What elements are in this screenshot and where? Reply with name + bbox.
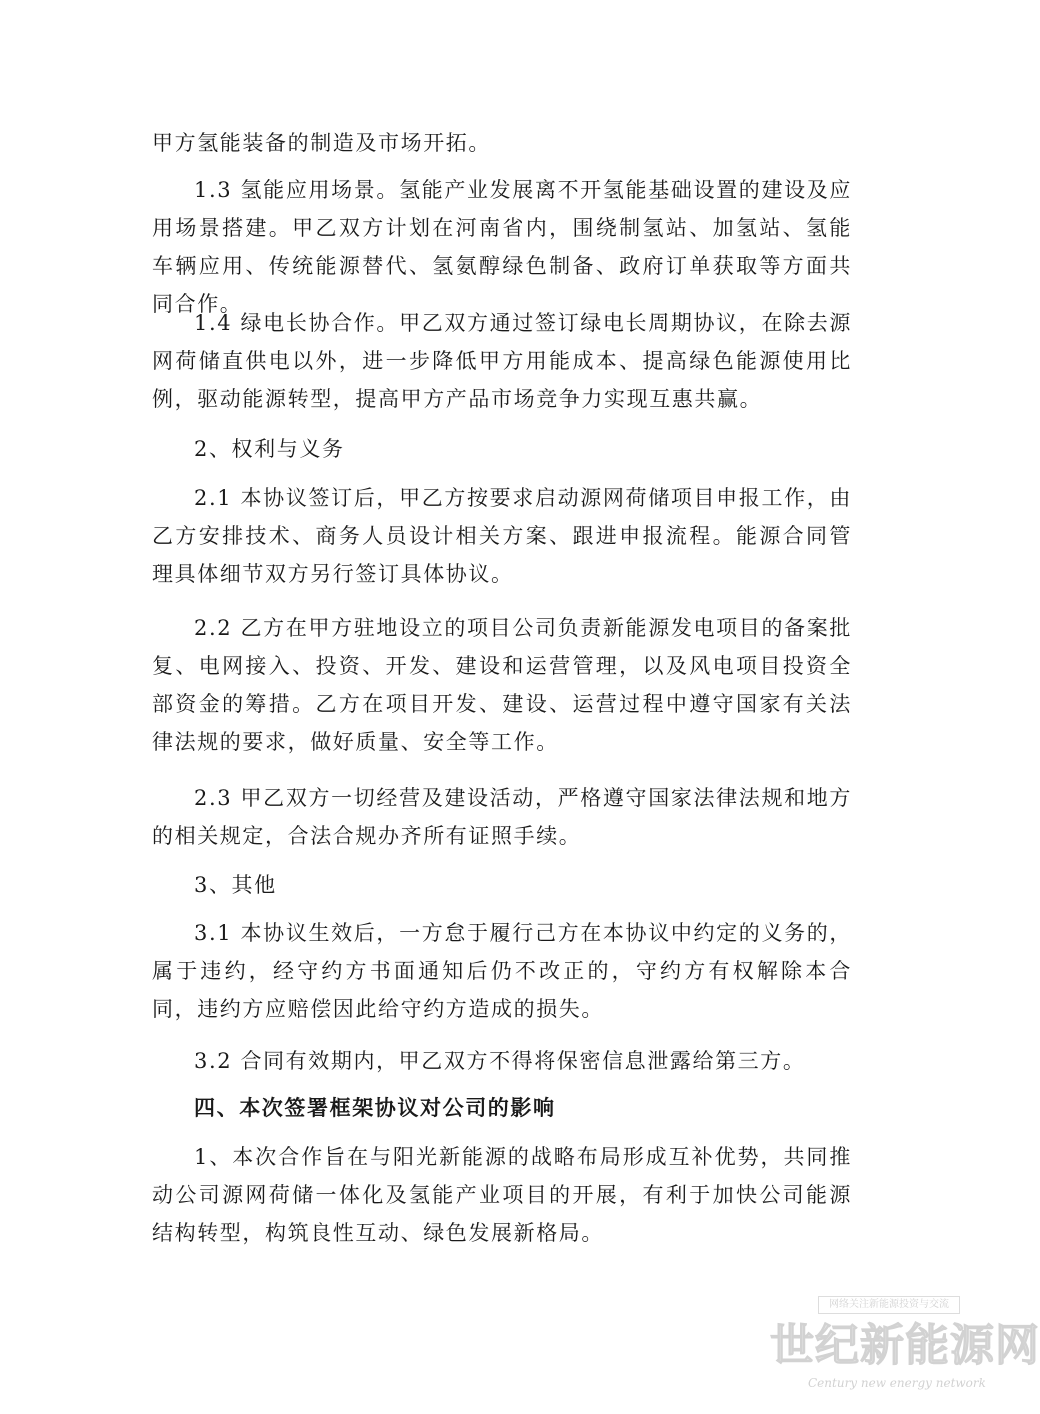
paragraph-continuation: 甲方氢能装备的制造及市场开拓。: [152, 131, 491, 155]
paragraph-2-3: 2.3 甲乙双方一切经营及建设活动，严格遵守国家法律法规和地方的相关规定，合法合规办齐所有证照手续。: [152, 786, 852, 848]
paragraph-3-2: 3.2 合同有效期内，甲乙双方不得将保密信息泄露给第三方。: [194, 1049, 806, 1073]
paragraph-1-4-green-power: 1.4 绿电长协合作。甲乙双方通过签订绿电长周期协议，在除去源网荷储直供电以外，进一步降低甲方用能成本、提高绿色能源使用比例，驱动能源转型，提高甲方产品市场竞争力实现互惠共赢。: [152, 311, 852, 411]
watermark-tagline: 网络关注新能源投资与交流: [818, 1296, 960, 1314]
section-heading-rights-obligations: 2、权利与义务: [194, 437, 345, 461]
paragraph-2-2: 2.2 乙方在甲方驻地设立的项目公司负责新能源发电项目的备案批复、电网接入、投资、开发、建设和运营管理，以及风电项目投资全部资金的筹措。乙方在项目开发、建设、运营过程中遵守国家有关法律法规的要求，做好质量、安全等工作。: [152, 616, 852, 754]
watermark-title: 世纪新能源网: [770, 1320, 1040, 1371]
paragraph-1-3-hydrogen-application: 1.3 氢能应用场景。氢能产业发展离不开氢能基础设置的建设及应用场景搭建。甲乙双方计划在河南省内，围绕制氢站、加氢站、氢能车辆应用、传统能源替代、氢氨醇绿色制备、政府订单获取等方面共同合作。: [152, 178, 852, 316]
watermark-logo: [770, 1296, 1040, 1406]
section-heading-impact: 四、本次签署框架协议对公司的影响: [194, 1095, 556, 1120]
paragraph-2-1: 2.1 本协议签订后，甲乙方按要求启动源网荷储项目申报工作，由乙方安排技术、商务人员设计相关方案、跟进申报流程。能源合同管理具体细节双方另行签订具体协议。: [152, 486, 852, 586]
watermark-subtitle: Century new energy network: [808, 1376, 986, 1390]
section-heading-other: 3、其他: [194, 873, 277, 897]
paragraph-impact-1: 1、本次合作旨在与阳光新能源的战略布局形成互补优势，共同推动公司源网荷储一体化及氢能产业项目的开展，有利于加快公司能源结构转型，构筑良性互动、绿色发展新格局。: [152, 1145, 852, 1245]
paragraph-3-1: 3.1 本协议生效后，一方怠于履行己方在本协议中约定的义务的，属于违约，经守约方书面通知后仍不改正的，守约方有权解除本合同，违约方应赔偿因此给守约方造成的损失。: [152, 921, 852, 1021]
